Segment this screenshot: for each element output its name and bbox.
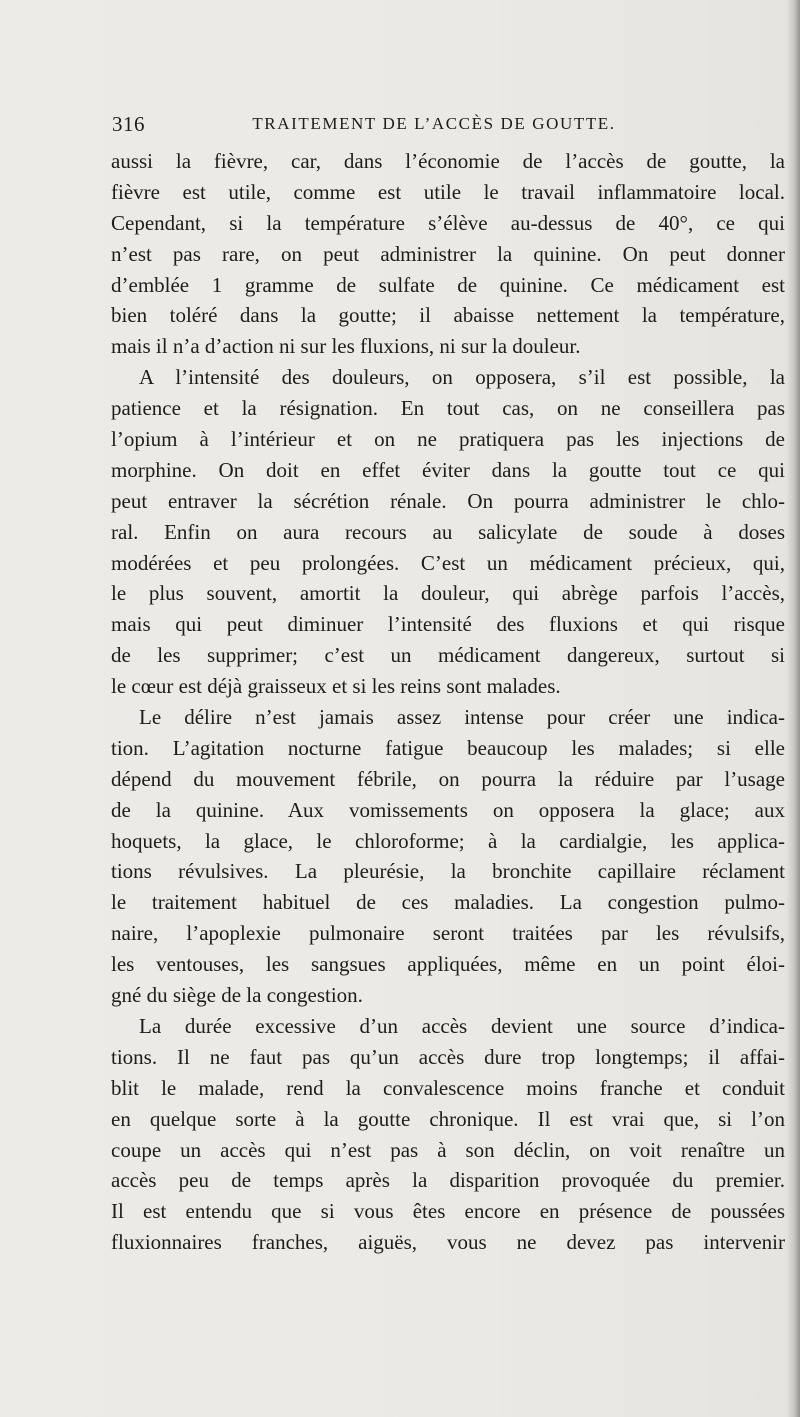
text-line: bien toléré dans la goutte; il abaisse nettement la température, [111,303,785,328]
text-line: fièvre est utile, comme est utile le travail inflammatoire local. [111,179,785,204]
text-line: d’emblée 1 gramme de sulfate de quinine. Ce médicament est [111,272,785,297]
text-line: le traitement habituel de ces maladies. La congestion pulmo- [111,890,785,915]
text-line: gné du siège de la congestion. [111,983,363,1008]
text-line: patience et la résignation. En tout cas, on ne conseillera pas [111,396,785,421]
text-line: n’est pas rare, on peut administrer la quinine. On peut donner [111,241,785,266]
text-line: mais il n’a d’action ni sur les fluxions, ni sur la douleur. [111,334,581,359]
text-line: Il est entendu que si vous êtes encore en présence de poussées [111,1199,785,1224]
text-line: tions révulsives. La pleurésie, la bronchite capillaire réclament [111,859,785,884]
paragraph-start-line: La durée excessive d’un accès devient une source d’indica- [139,1013,785,1038]
text-line: fluxionnaires franches, aiguës, vous ne devez pas intervenir [111,1230,785,1255]
text-line: le cœur est déjà graisseux et si les reins sont malades. [111,674,561,699]
body-text [111,146,785,1258]
text-line: dépend du mouvement fébrile, on pourra la réduire par l’usage [111,766,785,791]
page-edge-shadow [786,0,800,1417]
paragraph-start-line: A l’intensité des douleurs, on opposera, s’il est possible, la [139,365,785,390]
text-line: morphine. On doit en effet éviter dans la goutte tout ce qui [111,457,785,482]
text-line: tions. Il ne faut pas qu’un accès dure trop longtemps; il affai- [111,1044,785,1069]
paragraph-start-line: Le délire n’est jamais assez intense pour créer une indica- [139,705,785,730]
text-line: blit le malade, rend la convalescence moins franche et conduit [111,1075,785,1100]
text-line: modérées et peu prolongées. C’est un médicament précieux, qui, [111,550,785,575]
text-line: de la quinine. Aux vomissements on opposera la glace; aux [111,797,785,822]
text-line: de les supprimer; c’est un médicament dangereux, surtout si [111,643,785,668]
text-line: Cependant, si la température s’élève au-dessus de 40°, ce qui [111,210,785,235]
text-line: ral. Enfin on aura recours au salicylate de soude à doses [111,519,785,544]
text-line: aussi la fièvre, car, dans l’économie de l’accès de goutte, la [111,149,785,173]
text-line: mais qui peut diminuer l’intensité des fluxions et qui risque [111,612,785,637]
text-line: accès peu de temps après la disparition provoquée du premier. [111,1168,785,1193]
text-line: coupe un accès qui n’est pas à son déclin, on voit renaître un [111,1137,785,1162]
running-header [112,112,732,142]
text-line: en quelque sorte à la goutte chronique. Il est vrai que, si l’on [111,1106,785,1131]
text-line: hoquets, la glace, le chloroforme; à la cardialgie, les applica- [111,828,785,853]
text-line: l’opium à l’intérieur et on ne pratiquera pas les injections de [111,427,785,452]
text-line: peut entraver la sécrétion rénale. On pourra administrer le chlo- [111,488,785,513]
text-line: naire, l’apoplexie pulmonaire seront traitées par les révulsifs, [111,921,785,946]
running-title: TRAITEMENT DE L’ACCÈS DE GOUTTE. [252,114,616,133]
page-number: 316 [112,112,145,136]
text-line: les ventouses, les sangsues appliquées, même en un point éloi- [111,952,785,977]
text-line: le plus souvent, amortit la douleur, qui abrège parfois l’accès, [111,581,785,606]
text-line: tion. L’agitation nocturne fatigue beaucoup les malades; si elle [111,735,785,760]
